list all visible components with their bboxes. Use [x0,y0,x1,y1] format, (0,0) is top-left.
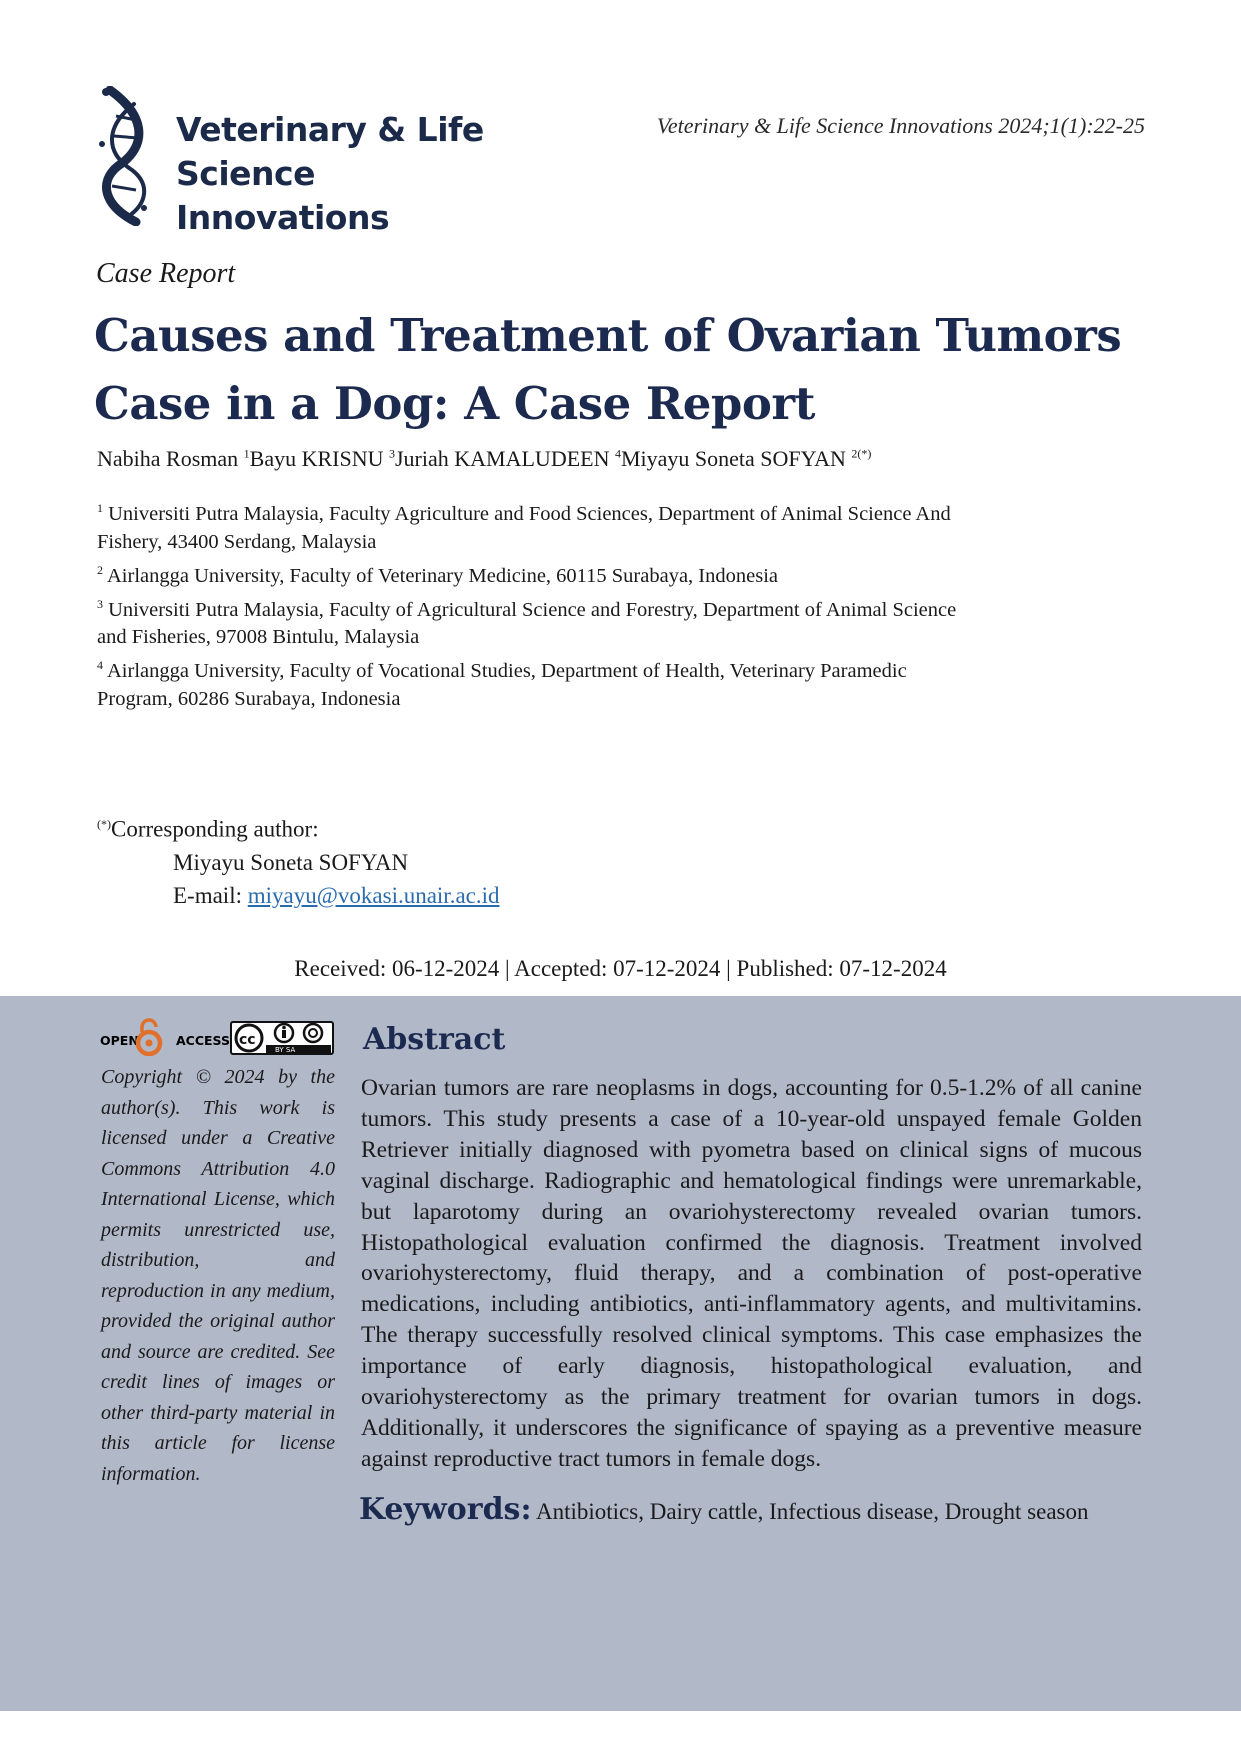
affiliation-item [97,590,1057,652]
journal-name [176,108,616,240]
abstract-body: Ovarian tumors are rare neoplasms in dogs, accounting for 0.5-1.2% of all canine tumors. This study presents a case of a 10-year-old unspayed female Golden Retriever initially diagnosed with pyometra based on clinical signs of mucous vaginal discharge. Radiographic and hematological findings were unremarkable, but laparotomy during an ovariohysterectomy revealed ovarian tumors. Histopathological evaluation confirmed the diagnosis. Treatment involved ovariohysterectomy, fluid therapy, and a combination of post-operative medications, including antibiotics, anti-inflammatory agents, and multivitamins. The therapy successfully resolved clinical symptoms. This case emphasizes the importance of early diagnosis, histopathological evaluation, and ovariohysterectomy as the primary treatment for ovarian tumors in dogs. Additionally, it underscores the significance of spaying as a preventive measure against reproductive tract tumors in female dogs. [361,1075,1142,1472]
affiliation-number: 2 [97,562,103,577]
publication-dates: Received: 06-12-2024 | Accepted: 07-12-2024 | Published: 07-12-2024 [294,956,947,981]
open-access-lock-icon [138,1020,160,1054]
keywords [359,1492,1219,1527]
title-line1: Causes and Treatment of Ovarian Tumors [94,309,1122,362]
affiliation-text: Airlangga University, Faculty of Vocational Studies, Department of Health, Veterinary Paramedic [107,660,907,683]
affiliation-text: Program, 60286 Surabaya, Indonesia [97,688,401,711]
email-label: E-mail: [173,882,242,908]
affiliation-number: 4 [97,658,103,673]
corresponding-label: Corresponding author: [111,816,319,842]
affiliation-item [97,494,1057,556]
license-text: Copyright © 2024 by the author(s). This work is licensed under a Creative Commons Attribution 4.0 International License, which permits unrestricted use, distribution, and reproduction in any medium, provided the original author and source are credited. See credit lines of images or other third-party material in this article for license information. [101,1066,335,1485]
author-name: Juriah KAMALUDEEN [395,446,610,471]
article-type: Case Report [96,258,236,289]
journal-citation: Veterinary & Life Science Innovations 2024;1(1):22-25 [656,113,1145,138]
svg-text:cc: cc [239,1032,256,1048]
affiliation-item [97,556,1057,590]
open-access-badge [100,1018,340,1056]
email-link[interactable]: miyayu@vokasi.unair.ac.id [247,882,500,908]
cc-by-sa-badge-icon [231,1022,333,1054]
open-access-left-label: OPEN [100,1033,139,1048]
author-name: Nabiha Rosman [97,446,239,471]
affiliation-number: 1 [97,501,103,515]
open-access-right-label: ACCESS [176,1033,231,1048]
dna-helix-icon [96,86,158,226]
journal-name-line2: Innovations [176,198,390,237]
author-list [97,446,1157,472]
affiliation-item [97,651,1057,713]
corresponding-marker: (*) [97,817,111,831]
author-affiliation-marker: 1 [243,446,250,461]
affiliation-number: 3 [97,596,103,611]
corresponding-name: Miyayu Soneta SOFYAN [173,849,409,875]
author-name: Bayu KRISNU [249,446,384,471]
cc-license-short: BY SA [275,1046,296,1054]
affiliation-text: Universiti Putra Malaysia, Faculty Agriculture and Food Sciences, Department of Animal Science And [108,502,951,525]
corresponding-author [97,808,500,912]
affiliation-text: Airlangga University, Faculty of Veterinary Medicine, 60115 Surabaya, Indonesia [107,564,779,587]
affiliation-text: Universiti Putra Malaysia, Faculty of Agricultural Science and Forestry, Department of Animal Science [108,598,957,621]
affiliation-text: and Fisheries, 97008 Bintulu, Malaysia [97,626,420,649]
author-name: Miyayu Soneta SOFYAN [620,446,846,471]
author-affiliation-marker: 3 [389,446,395,461]
article-title [94,302,1154,438]
affiliation-list [97,494,1057,713]
author-affiliation-marker: 2(*) [851,446,872,461]
affiliation-text: Fishery, 43400 Serdang, Malaysia [97,530,377,553]
author-affiliation-marker: 4 [614,446,621,461]
keywords-list: Antibiotics, Dairy cattle, Infectious disease, Drought season [536,1499,1089,1524]
abstract-heading: Abstract [363,1022,506,1057]
journal-name-line1: Veterinary & Life Science [176,110,484,193]
keywords-label: Keywords: [359,1492,532,1527]
title-line2: Case in a Dog: A Case Report [94,377,815,430]
